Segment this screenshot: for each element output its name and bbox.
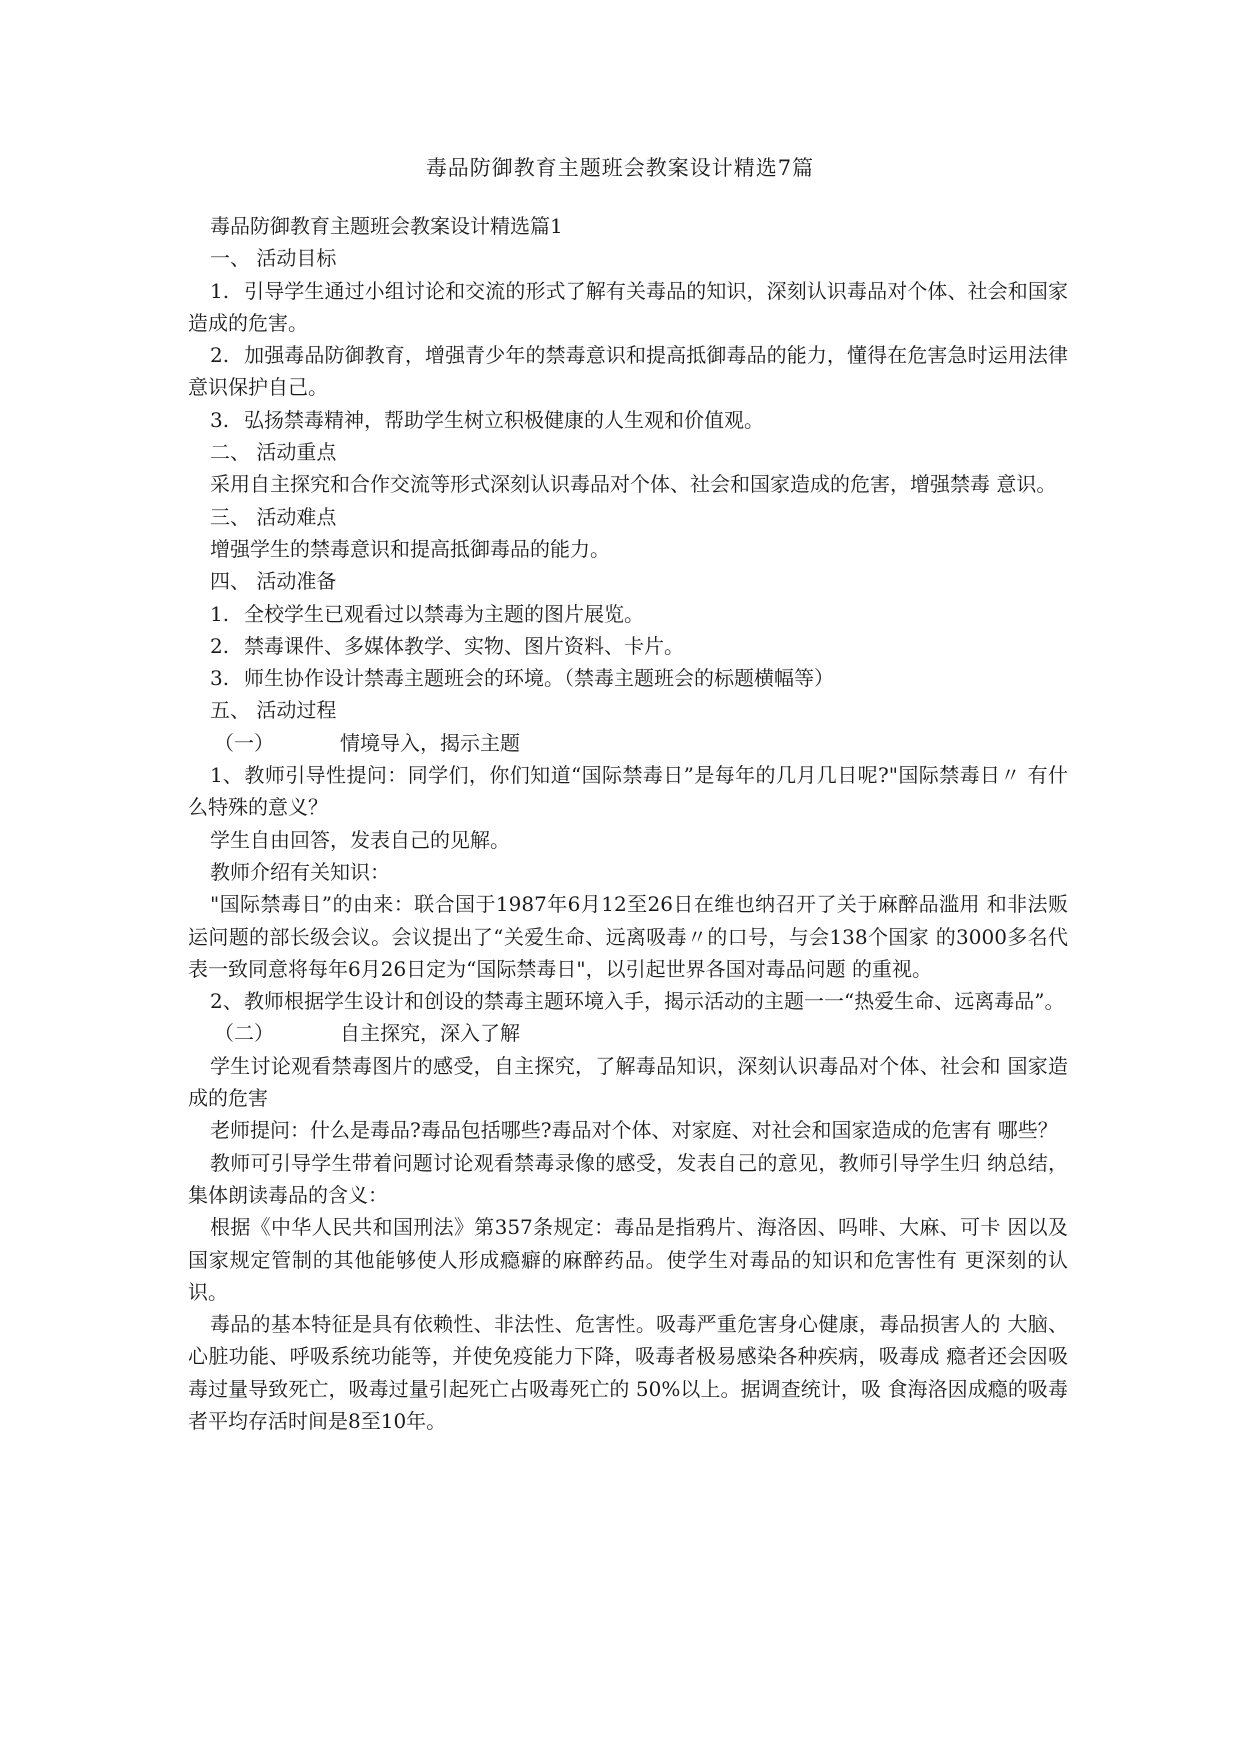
heading-difficulty: 三、 活动难点: [210, 504, 337, 529]
item-text: 教师根据学生设计和创设的禁毒主题环境入手，揭示活动的主题一一“热爱生命、远离毒品”。: [244, 989, 1065, 1014]
heading-goals: 一、 活动目标: [210, 246, 337, 271]
prep-number: 2.: [210, 633, 230, 658]
prep-number: 3.: [210, 666, 230, 691]
step-1-item-2: [188, 985, 1068, 1017]
goal-number: 2.: [210, 343, 230, 368]
step-2-heading: [188, 1017, 1068, 1049]
step-1-origin: "国际禁毒日”的由来：联合国于1987年6月12至26日在维也纳召开了关于麻醉品滥用 和非法贩运问题的部长级会议。会议提出了“关爱生命、远离吸毒〃的口号，与会138个国家 的3000多名代表一致同意将每年6月26日定为“国际禁毒日"，以引起世界各国对毒品问题 的重视。: [188, 892, 1068, 981]
item-number: 2、: [210, 989, 243, 1014]
heading-preparation: 四、 活动准备: [210, 569, 337, 594]
step-2-paragraph-1: 学生讨论观看禁毒图片的感受，自主探究，了解毒品知识，深刻认识毒品对个体、社会和 国家造成的危害: [188, 1053, 1068, 1111]
paragraph-focus: 采用自主探究和合作交流等形式深刻认识毒品对个体、社会和国家造成的危害，增强禁毒 意识。: [210, 472, 1057, 497]
item-text: 教师引导性提问：同学们，你们知道“国际禁毒日”是每年的几月几日呢?"国际禁毒日〃 有什么特殊的意义？: [188, 763, 1068, 820]
step-title: 情境导入，揭示主题: [340, 730, 520, 755]
step-1-heading: [188, 727, 1068, 759]
step-2-paragraph-5: 毒品的基本特征是具有依赖性、非法性、危害性。吸毒严重危害身心健康，毒品损害人的 大脑、心脏功能、呼吸系统功能等，并使免疫能力下降，吸毒者极易感染各种疾病，吸毒成 瘾者还会因吸毒过量导致死亡，吸毒过量引起死亡占吸毒死亡的 50%以上。据调查统计，吸 食海洛因成瘾的吸毒者平均存活时间是8至10年。: [188, 1312, 1068, 1433]
step-2-paragraph-4: 根据《中华人民共和国刑法》第357条规定：毒品是指鸦片、海洛因、吗啡、大麻、可卡 因以及国家规定管制的其他能够使人形成瘾癖的麻醉药品。使学生对毒品的知识和危害性有 更深刻的认识。: [188, 1215, 1068, 1304]
step-1-question: [188, 759, 1068, 824]
goal-text: 引导学生通过小组讨论和交流的形式了解有关毒品的知识，深刻认识毒品对个体、社会和国家造成的危害。: [188, 278, 1068, 335]
prep-item-3: [188, 662, 1068, 694]
prep-item-1: [188, 598, 1068, 630]
prep-text: 禁毒课件、多媒体教学、实物、图片资料、卡片。: [244, 633, 684, 658]
document-title: 毒品防御教育主题班会教案设计精选7篇: [425, 156, 815, 180]
document-body: [188, 210, 1068, 1437]
heading-focus: 二、 活动重点: [210, 440, 337, 465]
step-1-intro: 教师介绍有关知识：: [210, 859, 390, 884]
step-title: 自主探究，深入了解: [340, 1021, 520, 1046]
goal-text: 弘扬禁毒精神，帮助学生树立积极健康的人生观和价值观。: [244, 407, 764, 432]
prep-item-2: [188, 630, 1068, 662]
prep-text: 全校学生已观看过以禁毒为主题的图片展览。: [244, 601, 644, 626]
goal-item-2: [188, 339, 1068, 404]
goal-number: 1.: [210, 278, 230, 303]
step-label: （二）: [214, 1021, 274, 1046]
paragraph-difficulty: 增强学生的禁毒意识和提高抵御毒品的能力。: [210, 536, 610, 561]
step-1-answer: 学生自由回答，发表自己的见解。: [210, 827, 510, 852]
step-label: （一）: [214, 730, 274, 755]
goal-number: 3.: [210, 407, 230, 432]
heading-process: 五、 活动过程: [210, 698, 337, 723]
section-subtitle: 毒品防御教育主题班会教案设计精选篇1: [210, 214, 563, 238]
goal-text: 加强毒品防御教育，增强青少年的禁毒意识和提高抵御毒品的能力，懂得在危害急时运用法律意识保护自己。: [188, 343, 1068, 400]
prep-text: 师生协作设计禁毒主题班会的环境。（禁毒主题班会的标题横幅等）: [244, 666, 834, 691]
item-number: 1、: [210, 763, 243, 788]
goal-item-1: [188, 275, 1068, 340]
prep-number: 1.: [210, 601, 230, 626]
step-2-paragraph-2: 老师提问：什么是毒品?毒品包括哪些?毒品对个体、对家庭、对社会和国家造成的危害有 哪些？: [210, 1118, 1058, 1143]
step-2-paragraph-3: 教师可引导学生带着问题讨论观看禁毒录像的感受，发表自己的意见，教师引导学生归 纳总结，集体朗读毒品的含义：: [188, 1150, 1068, 1207]
goal-item-3: [188, 404, 1068, 436]
